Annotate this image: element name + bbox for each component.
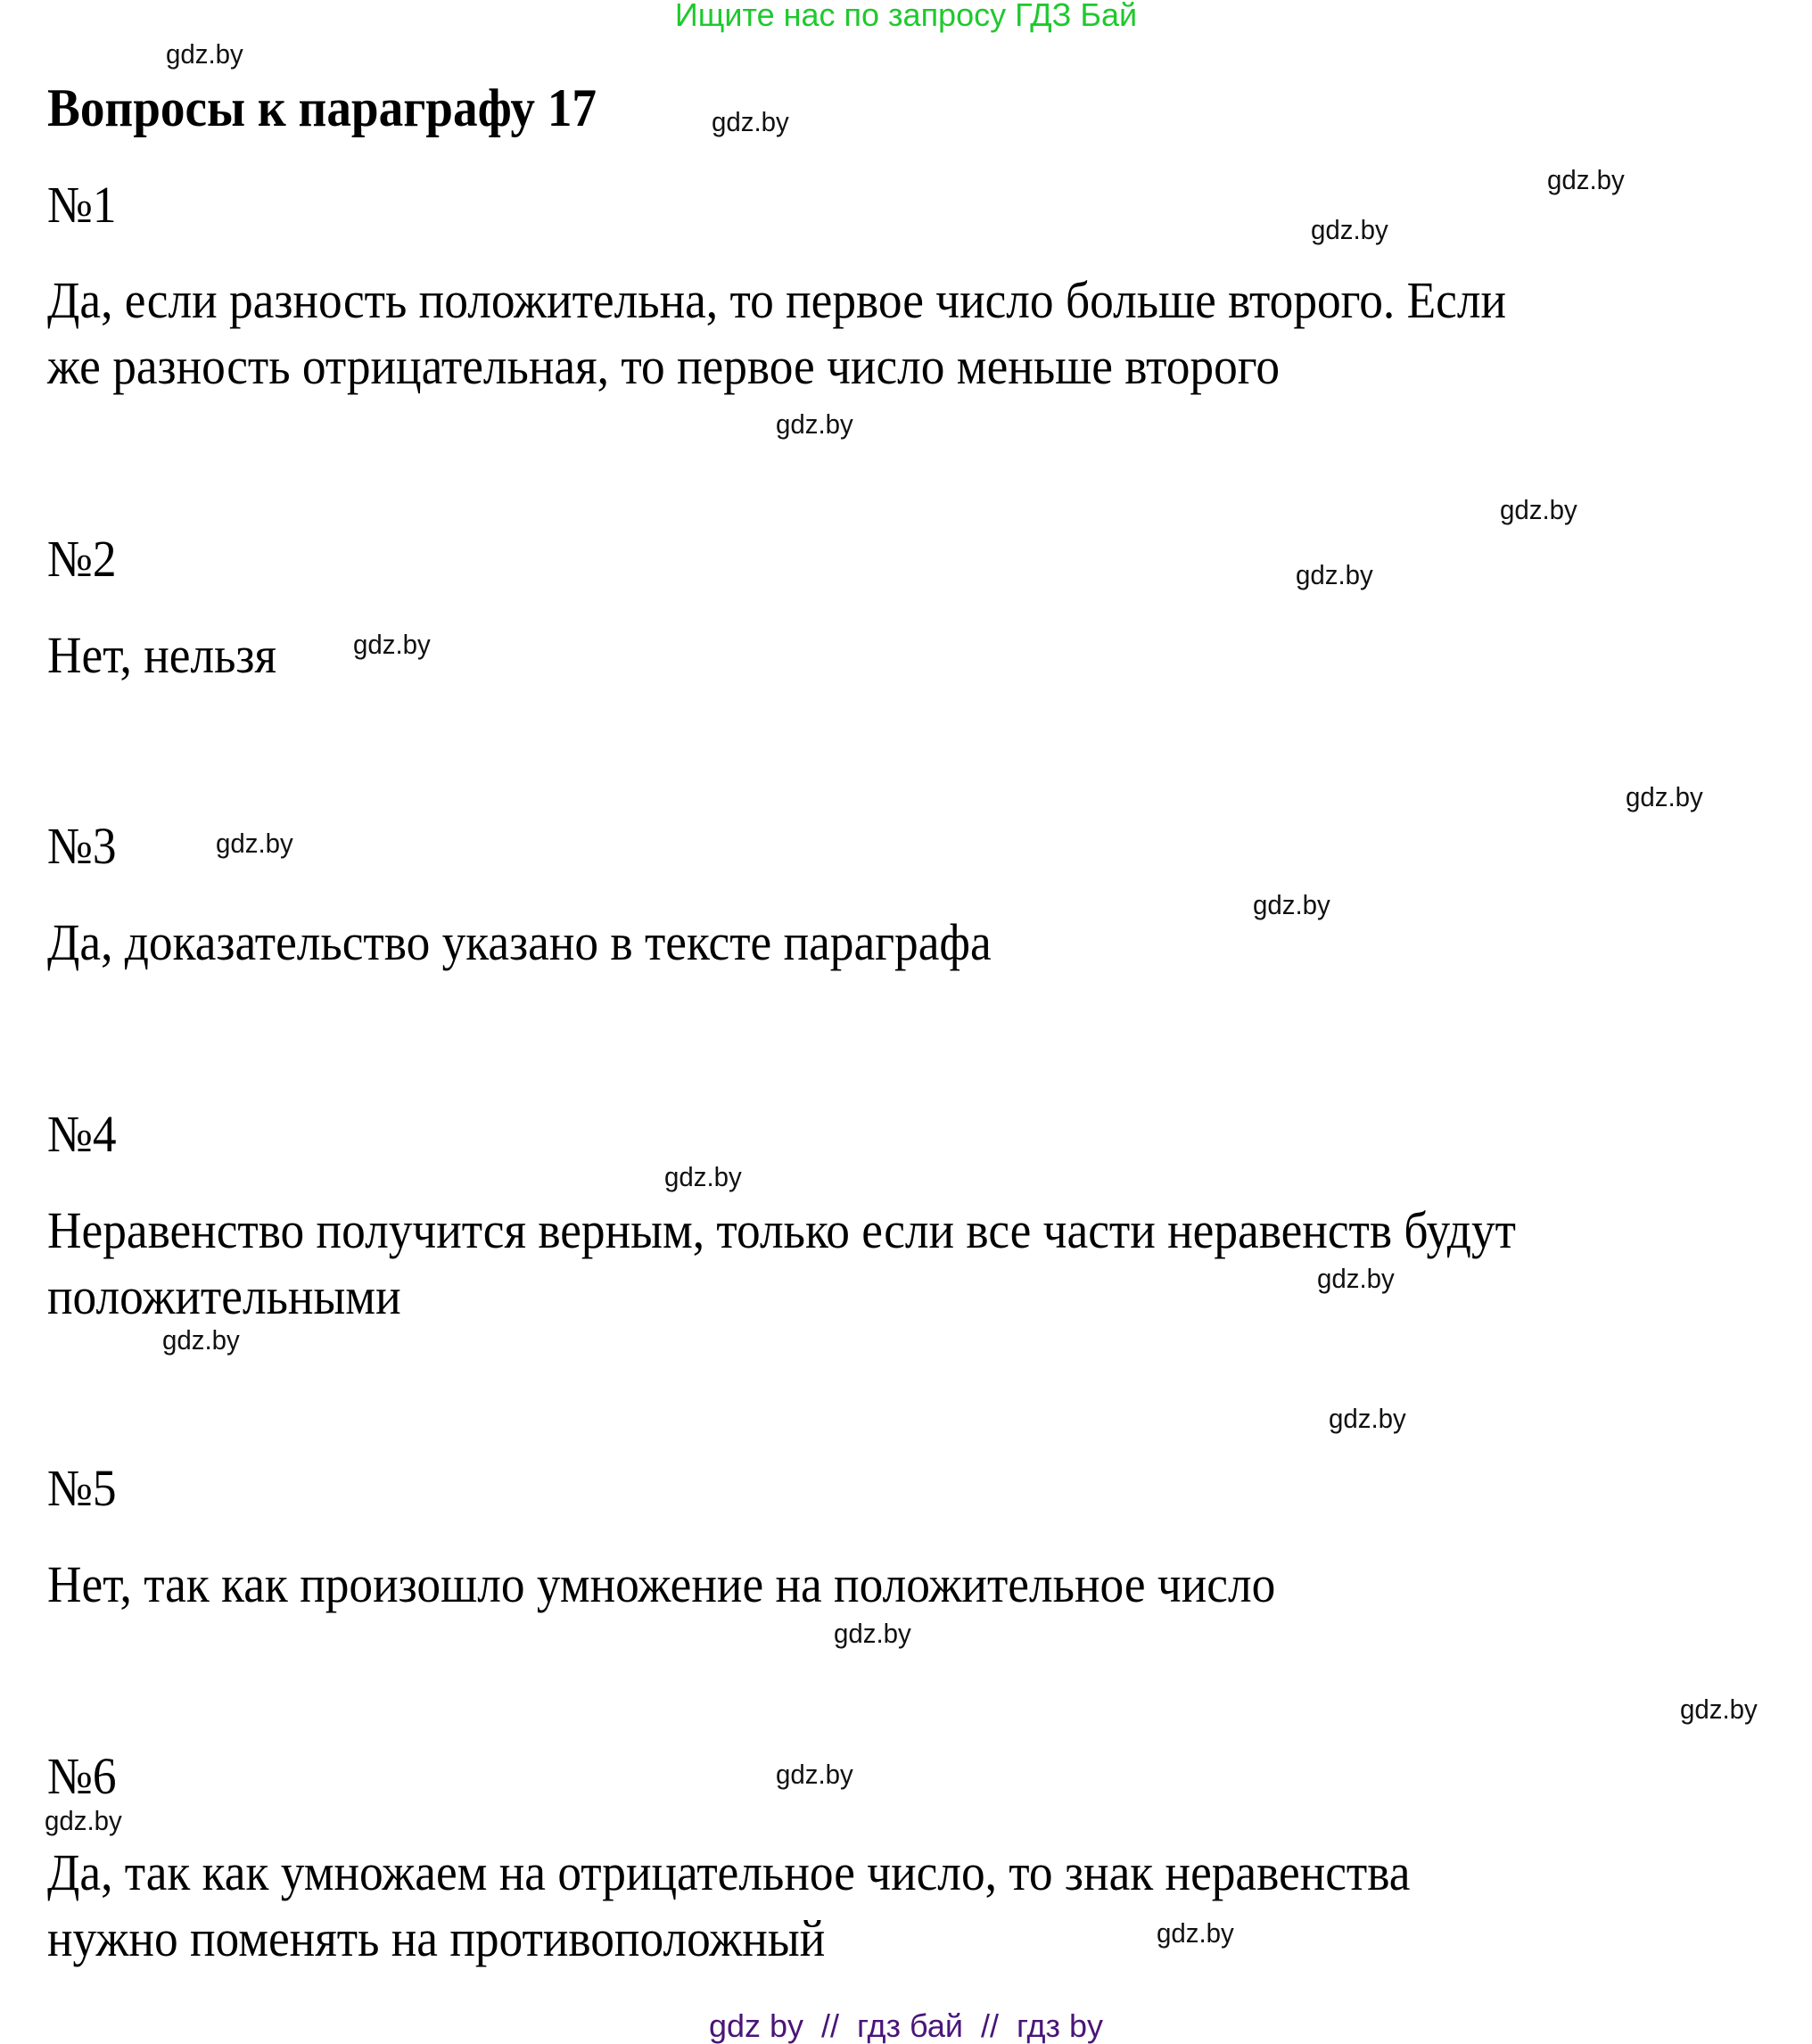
search-banner: Ищите нас по запросу ГДЗ Бай bbox=[674, 0, 1138, 33]
watermark: gdz.by bbox=[1157, 1917, 1234, 1949]
answer-4-line-1: Неравенство получится верным, только если все части неравенств будут bbox=[47, 1201, 1516, 1259]
footer-links: gdz by // гдз бай // гдз by bbox=[708, 2007, 1104, 2044]
watermark: gdz.by bbox=[166, 38, 243, 70]
question-number-5: №5 bbox=[47, 1459, 117, 1517]
watermark: gdz.by bbox=[1626, 781, 1703, 812]
watermark: gdz.by bbox=[1296, 559, 1373, 590]
watermark: gdz.by bbox=[1317, 1263, 1395, 1294]
question-number-2: №2 bbox=[47, 530, 117, 588]
watermark: gdz.by bbox=[1500, 494, 1577, 525]
watermark: gdz.by bbox=[162, 1324, 240, 1356]
question-number-4: №4 bbox=[47, 1105, 117, 1163]
watermark: gdz.by bbox=[1680, 1694, 1758, 1725]
watermark: gdz.by bbox=[45, 1805, 122, 1836]
watermark: gdz.by bbox=[1311, 214, 1388, 245]
watermark: gdz.by bbox=[216, 828, 293, 859]
answer-5-line-1: Нет, так как произошло умножение на положительное число bbox=[47, 1555, 1276, 1613]
answer-1-line-1: Да, если разность положительна, то первое число больше второго. Если bbox=[47, 271, 1507, 329]
watermark: gdz.by bbox=[776, 408, 853, 440]
answer-4-line-2: положительными bbox=[47, 1267, 401, 1325]
watermark: gdz.by bbox=[834, 1618, 911, 1649]
watermark: gdz.by bbox=[712, 106, 789, 137]
question-number-1: №1 bbox=[47, 176, 117, 234]
question-number-3: №3 bbox=[47, 817, 117, 875]
question-number-6: №6 bbox=[47, 1747, 117, 1805]
answer-6-line-2: нужно поменять на противоположный bbox=[47, 1909, 826, 1967]
watermark: gdz.by bbox=[353, 629, 431, 660]
answer-3-line-1: Да, доказательство указано в тексте параграфа bbox=[47, 913, 992, 971]
answer-1-line-2: же разность отрицательная, то первое число меньше второго bbox=[47, 337, 1281, 395]
watermark: gdz.by bbox=[776, 1759, 853, 1790]
watermark: gdz.by bbox=[1329, 1403, 1406, 1434]
watermark: gdz.by bbox=[1253, 889, 1330, 920]
watermark: gdz.by bbox=[664, 1161, 742, 1192]
answer-2-line-1: Нет, нельзя bbox=[47, 626, 277, 684]
page-title: Вопросы к параграфу 17 bbox=[47, 78, 597, 137]
answer-6-line-1: Да, так как умножаем на отрицательное число, то знак неравенства bbox=[47, 1843, 1411, 1901]
watermark: gdz.by bbox=[1547, 164, 1625, 195]
